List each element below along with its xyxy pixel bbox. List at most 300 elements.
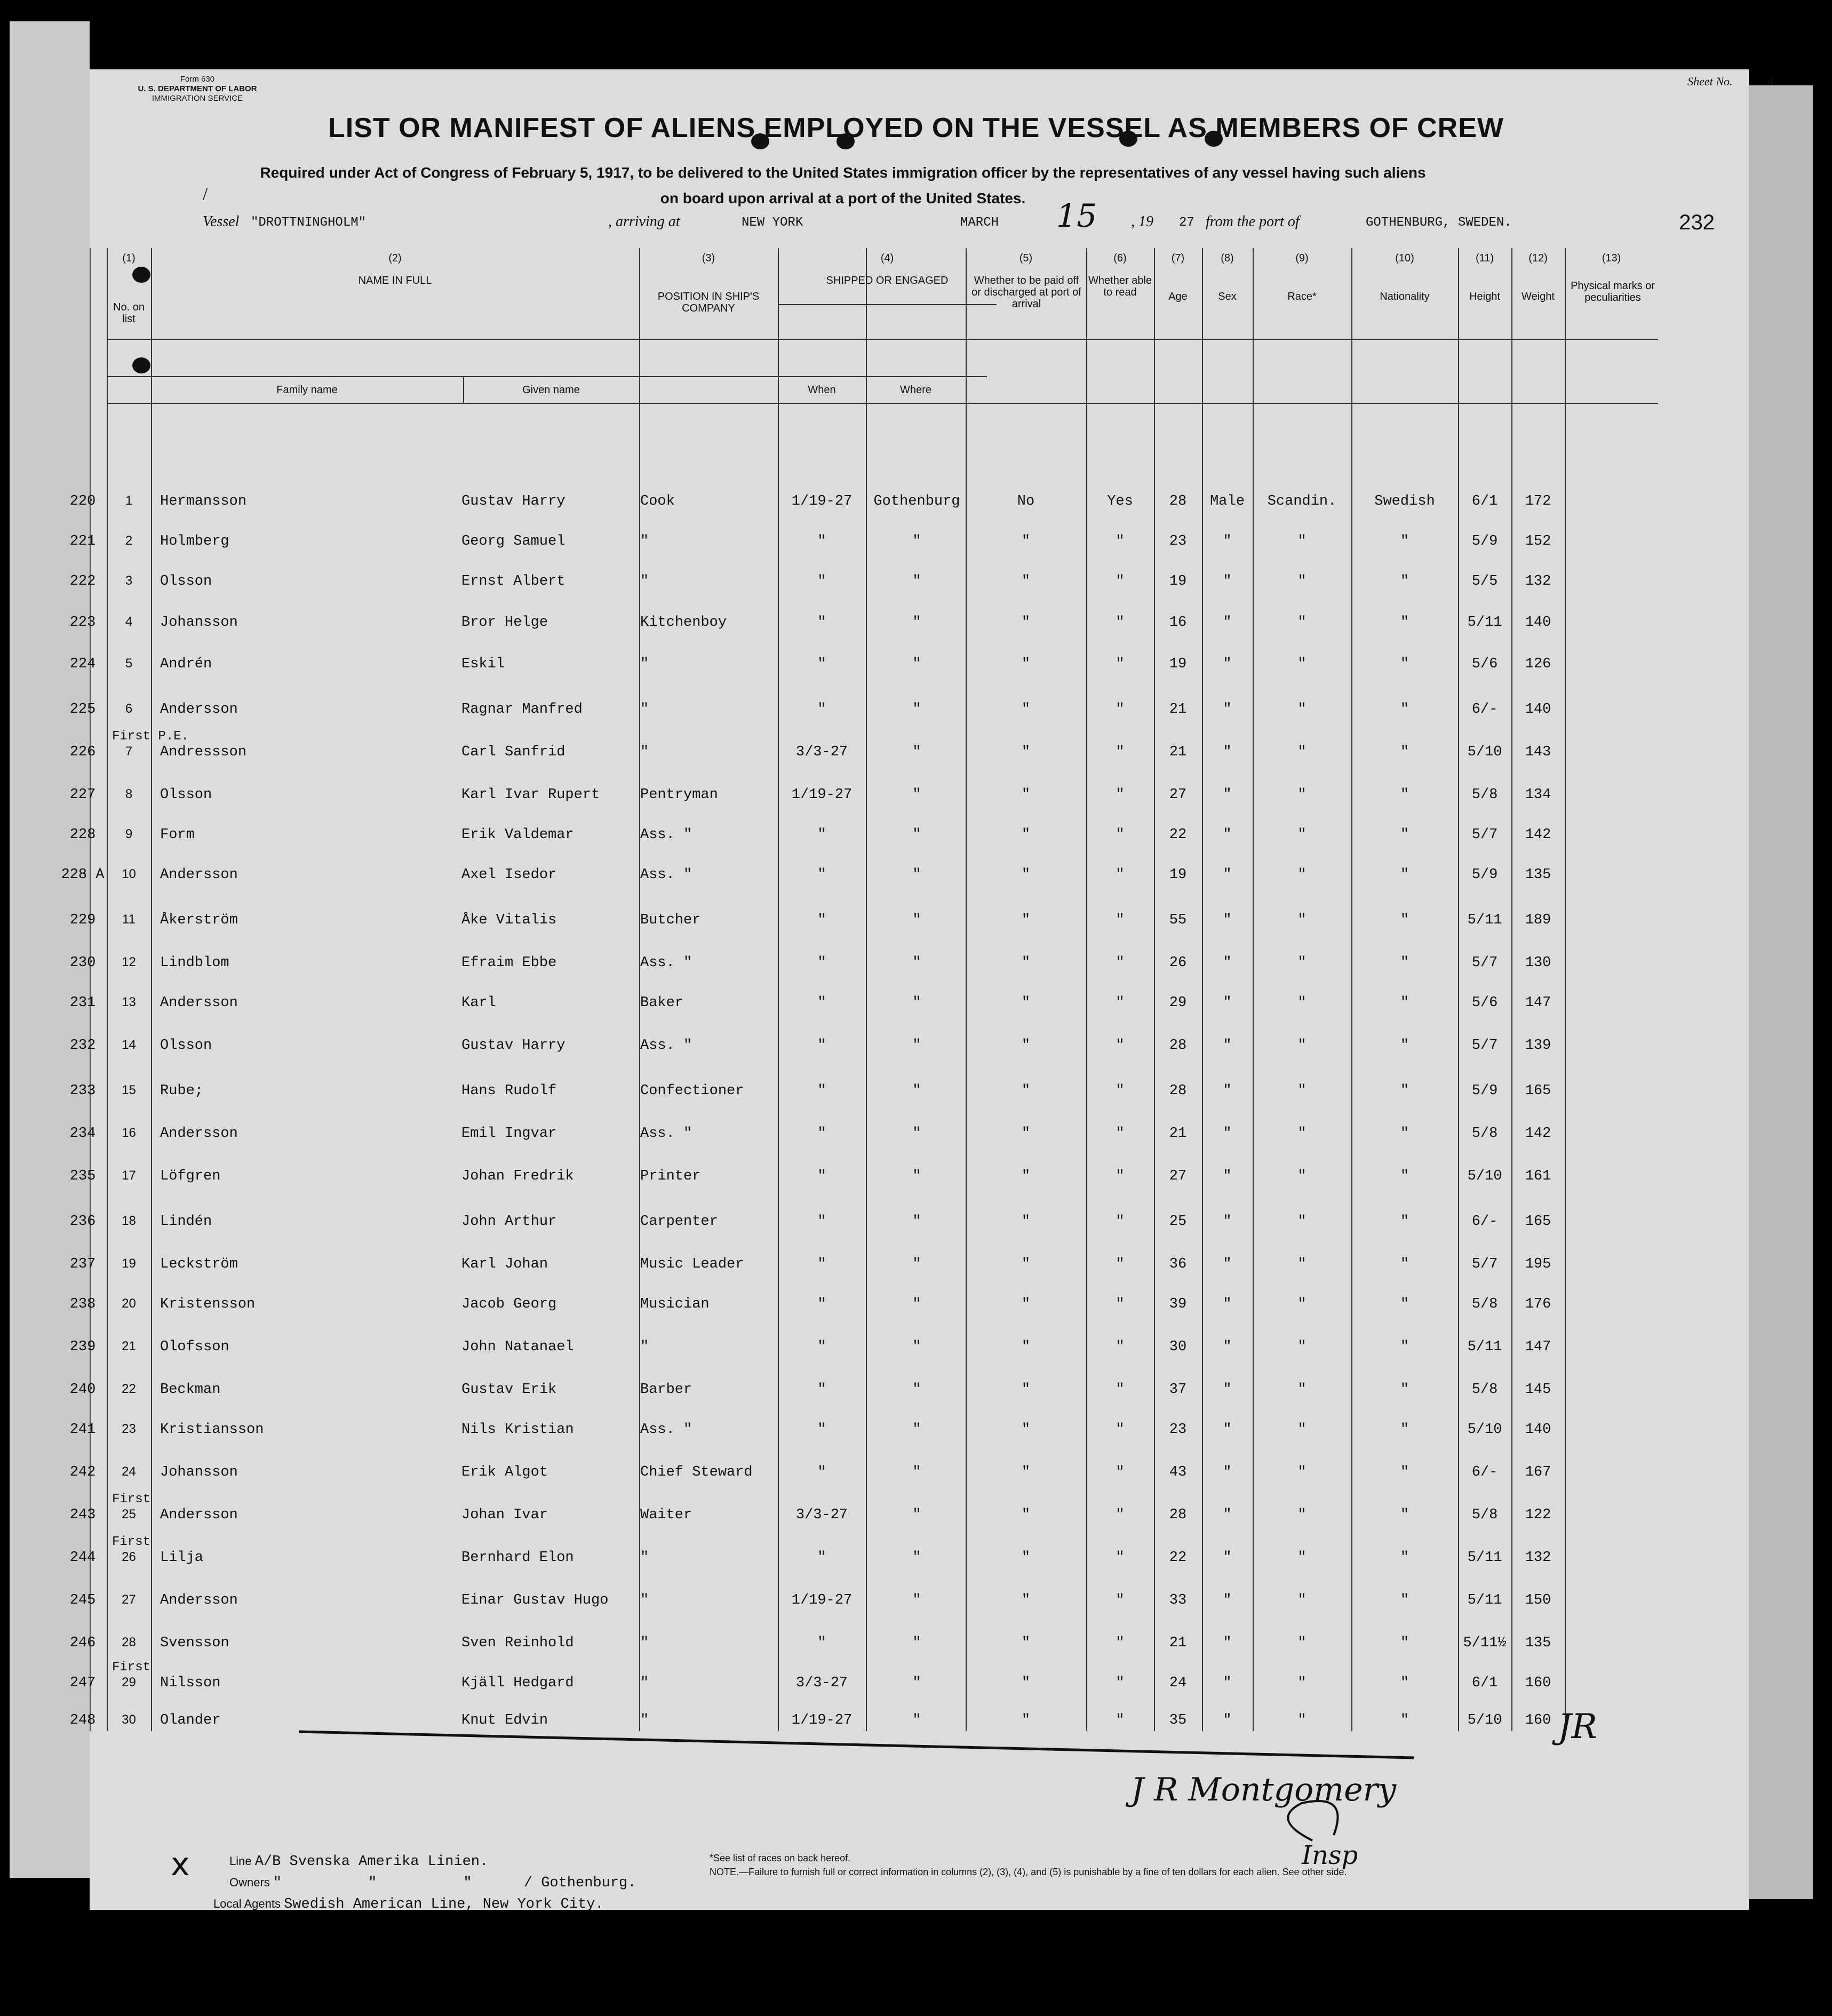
nationality: " (1400, 573, 1409, 589)
ref-number: 243 (69, 1507, 96, 1523)
nationality: Swedish (1374, 493, 1435, 509)
given-name: Ragnar Manfred (461, 702, 583, 718)
page-number: 232 (1679, 211, 1715, 234)
given-name: Karl Ivar Rupert (461, 787, 600, 803)
able-to-read: " (1116, 1675, 1125, 1691)
height: 5/8 (1471, 1382, 1498, 1398)
weight: 147 (1525, 1339, 1551, 1355)
list-number: 25 (122, 1507, 136, 1521)
given-name: Gustav Erik (461, 1382, 557, 1398)
shipped-when: " (817, 912, 826, 928)
race: " (1297, 744, 1307, 760)
age: 23 (1169, 533, 1187, 549)
weight: 176 (1525, 1296, 1551, 1312)
list-number: 23 (122, 1422, 136, 1436)
given-name: Einar Gustav Hugo (461, 1592, 609, 1608)
height: 5/10 (1467, 1168, 1502, 1184)
sex: " (1223, 573, 1232, 589)
shipped-when: " (817, 702, 826, 718)
list-number: 2 (125, 533, 133, 548)
given-name: Gustav Harry (461, 493, 565, 509)
height: 5/7 (1471, 955, 1498, 971)
paid-off: " (1021, 1168, 1031, 1184)
height: 5/6 (1471, 995, 1498, 1011)
given-name: Ernst Albert (461, 573, 565, 589)
position: " (640, 1339, 649, 1355)
race: " (1297, 533, 1307, 549)
able-to-read: " (1116, 1256, 1125, 1272)
list-number: 12 (122, 955, 136, 969)
header-paid-off: Whether to be paid off or discharged at port of arrival (971, 275, 1081, 310)
age: 25 (1169, 1214, 1187, 1230)
paid-off: " (1021, 656, 1031, 672)
sex: " (1223, 1214, 1232, 1230)
shipped-where: " (912, 1635, 921, 1651)
weight: 161 (1525, 1168, 1551, 1184)
agents-value: Swedish American Line, New York City. (284, 1897, 604, 1913)
list-number: 18 (122, 1214, 136, 1228)
paid-off: " (1021, 787, 1031, 803)
race: " (1297, 1635, 1307, 1651)
height: 5/11½ (1463, 1635, 1507, 1651)
position: Cook (640, 493, 675, 509)
ref-number: 230 (69, 955, 96, 971)
given-name: John Natanael (461, 1339, 574, 1355)
service-name: IMMIGRATION SERVICE (152, 94, 243, 103)
list-number: 30 (122, 1712, 136, 1727)
nationality: " (1400, 827, 1409, 843)
family-name: Andrén (160, 656, 212, 672)
family-name: Leckström (160, 1256, 238, 1272)
shipped-when: " (817, 1635, 826, 1651)
position: " (640, 1712, 649, 1728)
able-to-read: " (1116, 1214, 1125, 1230)
shipped-when: " (817, 1168, 826, 1184)
age: 16 (1169, 615, 1187, 631)
paid-off: " (1021, 615, 1031, 631)
ref-number: 239 (69, 1339, 96, 1355)
given-name: Emil Ingvar (461, 1126, 557, 1142)
col-number: (2) (388, 252, 402, 264)
shipped-where: " (912, 955, 921, 971)
shipped-when: " (817, 995, 826, 1011)
sex: " (1223, 955, 1232, 971)
owners-value: " " " / Gothenburg. (273, 1875, 636, 1891)
nationality: " (1400, 787, 1409, 803)
race: Scandin. (1267, 493, 1337, 509)
nationality: " (1400, 1214, 1409, 1230)
height: 5/9 (1471, 867, 1498, 883)
row-prefix-note: First (112, 1535, 151, 1549)
position: " (640, 744, 649, 760)
given-name: Karl (461, 995, 496, 1011)
race: " (1297, 1339, 1307, 1355)
race: " (1297, 615, 1307, 631)
document-title: LIST OR MANIFEST OF ALIENS EMPLOYED ON THE VESSEL AS MEMBERS OF CREW (328, 113, 1504, 144)
nationality: " (1400, 615, 1409, 631)
family-name: Lindén (160, 1214, 212, 1230)
age: 27 (1169, 787, 1187, 803)
weight: 172 (1525, 493, 1551, 509)
ref-number: 233 (69, 1083, 96, 1099)
list-number: 26 (122, 1550, 136, 1564)
list-number: 14 (122, 1038, 136, 1052)
ref-number: 221 (69, 533, 96, 549)
sex: " (1223, 827, 1232, 843)
able-to-read: " (1116, 1507, 1125, 1523)
able-to-read: " (1116, 1635, 1125, 1651)
given-name: Erik Algot (461, 1464, 548, 1480)
able-to-read: " (1116, 1712, 1125, 1728)
sex: " (1223, 533, 1232, 549)
age: 43 (1169, 1464, 1187, 1480)
nationality: " (1400, 1422, 1409, 1438)
line-label: Line (229, 1854, 252, 1868)
list-number: 27 (122, 1592, 136, 1607)
vessel-name: "DROTTNINGHOLM" (251, 216, 367, 230)
given-name: Bernhard Elon (461, 1550, 574, 1566)
position: " (640, 656, 649, 672)
paid-off: " (1021, 995, 1031, 1011)
shipped-when: " (817, 1256, 826, 1272)
shipped-when: 3/3-27 (795, 744, 848, 760)
nationality: " (1400, 1256, 1409, 1272)
races-note: *See list of races on back hereof. (710, 1853, 851, 1863)
shipped-when: 1/19-27 (791, 1592, 853, 1608)
position: " (640, 1635, 649, 1651)
given-name: Axel Isedor (461, 867, 557, 883)
position: Baker (640, 995, 684, 1011)
able-to-read: " (1116, 1464, 1125, 1480)
paid-off: " (1021, 955, 1031, 971)
sex: " (1223, 1422, 1232, 1438)
list-number: 4 (125, 615, 133, 629)
weight: 152 (1525, 533, 1551, 549)
race: " (1297, 867, 1307, 883)
header-no-on-list: No. on list (113, 301, 145, 325)
family-name: Olsson (160, 573, 212, 589)
race: " (1297, 1592, 1307, 1608)
height: 5/7 (1471, 827, 1498, 843)
shipped-when: " (817, 1464, 826, 1480)
race: " (1297, 1712, 1307, 1728)
shipped-when: 3/3-27 (795, 1675, 848, 1691)
line-value: A/B Svenska Amerika Linien. (254, 1854, 489, 1870)
sex: " (1223, 1712, 1232, 1728)
weight: 165 (1525, 1214, 1551, 1230)
nationality: " (1400, 867, 1409, 883)
sex: " (1223, 1168, 1232, 1184)
arrival-year: 27 (1179, 216, 1194, 230)
position: Printer (640, 1168, 701, 1184)
ref-number: 225 (69, 702, 96, 718)
race: " (1297, 1422, 1307, 1438)
age: 22 (1169, 1550, 1187, 1566)
list-number: 6 (125, 702, 133, 716)
paid-off: " (1021, 702, 1031, 718)
paid-off: " (1021, 1712, 1031, 1728)
age: 22 (1169, 827, 1187, 843)
given-name: Åke Vitalis (461, 912, 557, 928)
able-to-read: " (1116, 827, 1125, 843)
able-to-read: " (1116, 1339, 1125, 1355)
nationality: " (1400, 912, 1409, 928)
nationality: " (1400, 1507, 1409, 1523)
sex: " (1223, 1126, 1232, 1142)
family-name: Andressson (160, 744, 247, 760)
shipped-when: " (817, 615, 826, 631)
list-number: 19 (122, 1256, 136, 1271)
footer-notes (710, 1851, 1347, 1879)
shipped-where: " (912, 656, 921, 672)
sex: " (1223, 1083, 1232, 1099)
race: " (1297, 1550, 1307, 1566)
nationality: " (1400, 1382, 1409, 1398)
able-to-read: " (1116, 533, 1125, 549)
ref-number: 232 (69, 1038, 96, 1054)
nationality: " (1400, 995, 1409, 1011)
shipped-when: 1/19-27 (791, 493, 853, 509)
shipped-where: " (912, 1126, 921, 1142)
list-number: 9 (125, 827, 133, 841)
race: " (1297, 1507, 1307, 1523)
able-to-read: " (1116, 702, 1125, 718)
family-name: Nilsson (160, 1675, 221, 1691)
arriving-label: , arriving at (608, 213, 680, 230)
row-prefix-note: First P.E. (112, 729, 189, 744)
header-able-read: Whether able to read (1088, 275, 1152, 298)
shipped-where: " (912, 1712, 921, 1728)
ref-number: 222 (69, 573, 96, 589)
paid-off: " (1021, 1038, 1031, 1054)
weight: 132 (1525, 1550, 1551, 1566)
shipped-where: " (912, 1296, 921, 1312)
list-number: 3 (125, 573, 133, 588)
position: Music Leader (640, 1256, 744, 1272)
ref-number: 247 (69, 1675, 96, 1691)
header-where: Where (900, 384, 931, 396)
height: 5/10 (1467, 744, 1502, 760)
sex: " (1223, 787, 1232, 803)
family-name: Olsson (160, 1038, 212, 1054)
age: 36 (1169, 1256, 1187, 1272)
height: 5/8 (1471, 1507, 1498, 1523)
race: " (1297, 1382, 1307, 1398)
col-number: (8) (1221, 252, 1234, 264)
sex: " (1223, 615, 1232, 631)
family-name: Andersson (160, 1507, 238, 1523)
weight: 140 (1525, 1422, 1551, 1438)
sex: Male (1210, 493, 1245, 509)
arrival-month: MARCH (960, 216, 999, 230)
shipped-where: " (912, 1214, 921, 1230)
shipped-where: " (912, 1675, 921, 1691)
weight: 140 (1525, 702, 1551, 718)
position: " (640, 1675, 649, 1691)
age: 28 (1169, 1507, 1187, 1523)
height: 6/- (1471, 1214, 1498, 1230)
failure-note: NOTE.—Failure to furnish full or correct information in columns (2), (3), (4), and (5) is punishable by a fine of ten dollars for each alien. See other side. (710, 1867, 1347, 1877)
race: " (1297, 1083, 1307, 1099)
header-position: POSITION IN SHIP'S COMPANY (657, 291, 760, 314)
ref-number: 240 (69, 1382, 96, 1398)
given-name: Nils Kristian (461, 1422, 574, 1438)
family-name: Olsson (160, 787, 212, 803)
weight: 135 (1525, 1635, 1551, 1651)
family-name: Andersson (160, 995, 238, 1011)
able-to-read: " (1116, 1422, 1125, 1438)
given-name: Erik Valdemar (461, 827, 574, 843)
able-to-read: " (1116, 744, 1125, 760)
family-name: Andersson (160, 867, 238, 883)
nationality: " (1400, 702, 1409, 718)
sex: " (1223, 1675, 1232, 1691)
able-to-read: " (1116, 1168, 1125, 1184)
age: 21 (1169, 702, 1187, 718)
sex: " (1223, 1382, 1232, 1398)
row-prefix-note: First (112, 1492, 151, 1507)
height: 5/6 (1471, 656, 1498, 672)
shipped-when: " (817, 573, 826, 589)
cross-mark: x (171, 1846, 190, 1883)
header-sex: Sex (1218, 291, 1237, 302)
race: " (1297, 1168, 1307, 1184)
nationality: " (1400, 1126, 1409, 1142)
ref-number: 238 (69, 1296, 96, 1312)
ref-number: 244 (69, 1550, 96, 1566)
nationality: " (1400, 656, 1409, 672)
subtitle-line-1: Required under Act of Congress of February 5, 1917, to be delivered to the United States immigration officer by the representatives of any vessel having such aliens (260, 164, 1426, 181)
shipped-where: " (912, 1038, 921, 1054)
shipped-when: " (817, 1038, 826, 1054)
ref-number: 248 (69, 1712, 96, 1728)
height: 5/9 (1471, 533, 1498, 549)
family-name: Form (160, 827, 195, 843)
header-height: Height (1469, 291, 1500, 302)
ref-number: 241 (69, 1422, 96, 1438)
shipped-where: " (912, 573, 921, 589)
weight: 195 (1525, 1256, 1551, 1272)
position: Ass. " (640, 827, 692, 843)
nationality: " (1400, 1083, 1409, 1099)
list-number: 29 (122, 1675, 136, 1690)
list-number: 20 (122, 1296, 136, 1311)
footer-agents (213, 1854, 636, 1918)
shipped-where: " (912, 702, 921, 718)
left-mark: / (203, 184, 208, 204)
weight: 126 (1525, 656, 1551, 672)
ref-number: 228 A (61, 867, 105, 883)
paid-off: " (1021, 1507, 1031, 1523)
height: 5/10 (1467, 1712, 1502, 1728)
weight: 147 (1525, 995, 1551, 1011)
position: Ass. " (640, 1126, 692, 1142)
age: 24 (1169, 1675, 1187, 1691)
col-number: (6) (1113, 252, 1127, 264)
weight: 140 (1525, 615, 1551, 631)
family-name: Johansson (160, 615, 238, 631)
header-family-name: Family name (276, 384, 338, 396)
list-number: 16 (122, 1126, 136, 1140)
able-to-read: " (1116, 867, 1125, 883)
list-number: 17 (122, 1168, 136, 1183)
nationality: " (1400, 955, 1409, 971)
list-number: 21 (122, 1339, 136, 1353)
age: 28 (1169, 493, 1187, 509)
col-number: (7) (1171, 252, 1185, 264)
paid-off: " (1021, 1256, 1031, 1272)
vessel-label: Vessel (203, 213, 240, 230)
family-name: Andersson (160, 702, 238, 718)
race: " (1297, 1296, 1307, 1312)
given-name: Carl Sanfrid (461, 744, 565, 760)
nationality: " (1400, 1168, 1409, 1184)
height: 5/11 (1467, 912, 1502, 928)
family-name: Lindblom (160, 955, 229, 971)
family-name: Kristiansson (160, 1422, 264, 1438)
given-name: Johan Fredrik (461, 1168, 574, 1184)
race: " (1297, 1214, 1307, 1230)
age: 33 (1169, 1592, 1187, 1608)
weight: 165 (1525, 1083, 1551, 1099)
ref-number: 235 (69, 1168, 96, 1184)
given-name: Knut Edvin (461, 1712, 548, 1728)
height: 5/11 (1467, 1592, 1502, 1608)
shipped-where: " (912, 912, 921, 928)
position: " (640, 702, 649, 718)
nationality: " (1400, 533, 1409, 549)
sex: " (1223, 744, 1232, 760)
race: " (1297, 1038, 1307, 1054)
ref-number: 237 (69, 1256, 96, 1272)
list-number: 24 (122, 1464, 136, 1479)
able-to-read: " (1116, 1038, 1125, 1054)
able-to-read: " (1116, 787, 1125, 803)
given-name: Jacob Georg (461, 1296, 557, 1312)
paid-off: " (1021, 912, 1031, 928)
height: 5/9 (1471, 1083, 1498, 1099)
nationality: " (1400, 1635, 1409, 1651)
able-to-read: " (1116, 656, 1125, 672)
shipped-when: 3/3-27 (795, 1507, 848, 1523)
col-number: (13) (1602, 252, 1621, 264)
shipped-when: " (817, 827, 826, 843)
family-name: Löfgren (160, 1168, 221, 1184)
department-name: U. S. DEPARTMENT OF LABOR (138, 84, 257, 93)
position: Kitchenboy (640, 615, 727, 631)
shipped-where: " (912, 1550, 921, 1566)
weight: 142 (1525, 1126, 1551, 1142)
shipped-when: 1/19-27 (791, 1712, 853, 1728)
given-name: Sven Reinhold (461, 1635, 574, 1651)
shipped-when: " (817, 1126, 826, 1142)
shipped-when: " (817, 1422, 826, 1438)
shipped-when: " (817, 1296, 826, 1312)
age: 35 (1169, 1712, 1187, 1728)
shipped-when: " (817, 533, 826, 549)
sheet-label: Sheet No. (1687, 75, 1733, 88)
ref-number: 229 (69, 912, 96, 928)
position: " (640, 573, 649, 589)
weight: 130 (1525, 955, 1551, 971)
position: Confectioner (640, 1083, 744, 1099)
header-physical-marks: Physical marks or peculiarities (1571, 280, 1655, 304)
header-given-name: Given name (522, 384, 580, 396)
able-to-read: " (1116, 1550, 1125, 1566)
paid-off: " (1021, 1592, 1031, 1608)
position: Ass. " (640, 1422, 692, 1438)
sex: " (1223, 1592, 1232, 1608)
